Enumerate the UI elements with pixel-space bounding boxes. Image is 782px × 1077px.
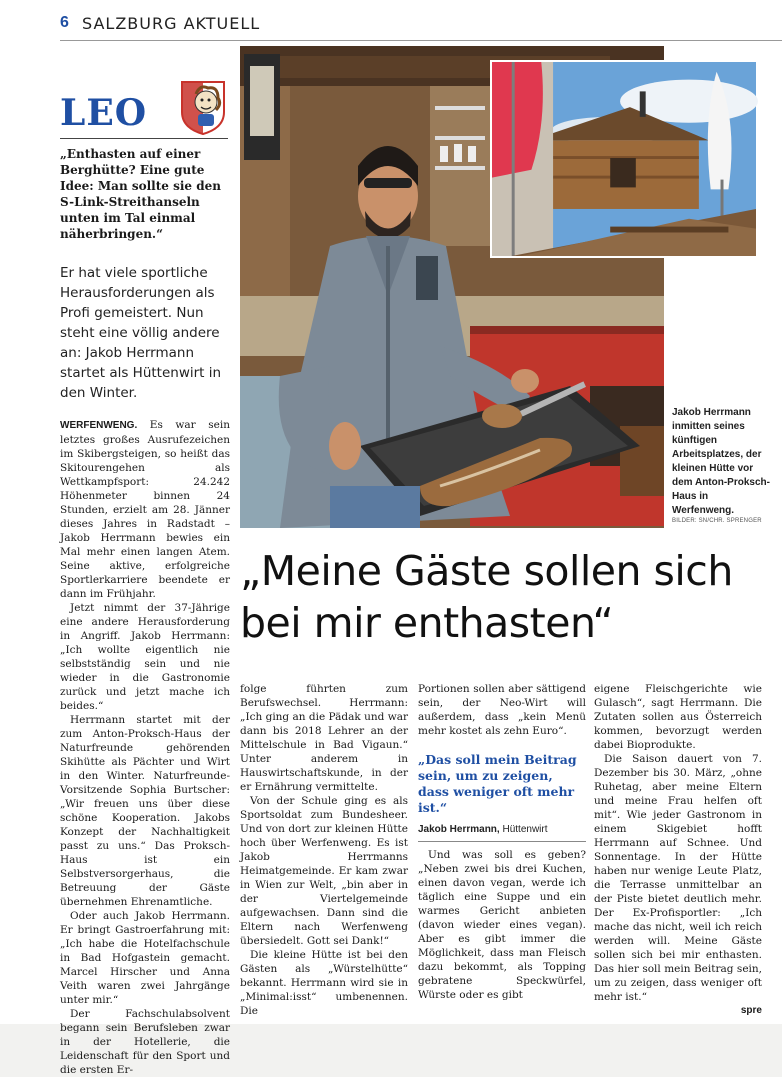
article-paragraph: Die kleine Hütte ist bei den Gästen als „Würstelhütte“ bekannt. Herrmann wird sie in „Minimal:isst“ umbenennen. Die <box>240 949 408 1017</box>
article-headline: „Meine Gäste sollen sich bei mir enthasten“ <box>240 547 733 647</box>
leo-divider <box>60 138 228 139</box>
dateline: WERFENWENG. <box>60 420 138 431</box>
section-title: SALZBURG AKTUELL <box>82 14 261 33</box>
article-paragraph: Jetzt nimmt der 37-Jährige eine andere Herausforderung in Angriff. Jakob Herrmann: „Ich wollte eigentlich nie selbstständig sein und nie wieder in die Gastronomie zurück und jetzt mache ich beides.“ <box>60 602 230 712</box>
article-paragraph: Der Fachschulabsolvent begann sein Berufsleben zwar in der Hotellerie, die Leidenschaft für den Sport und die ersten Er- <box>60 1008 230 1076</box>
pull-quote-text: „Das soll mein Beitrag sein, um zu zeigen, dass weniger oft mehr ist.“ <box>418 752 577 815</box>
header-divider <box>60 40 782 41</box>
article-paragraph: Von der Schule ging es als Sportsoldat zum Bundesheer. Und von dort zur kleinen Hütte hoch über Werfenweng. Es ist Jakob Herrmanns Heimatgemeinde. Er kam zwar in Wien zur Welt, „bin aber in der Viertelgemeinde aufgewachsen. Dann sind die Eltern nach Werfenweng übersiedelt. Gott sei Dank!“ <box>240 795 408 947</box>
paragraph-text: Es war sein letztes großes Ausrufezeichen im Skibergsteigen, so heißt das Skitourengehen als Wettkampfsport: 24.242 Höhenmeter binnen 24 Stunden, erzielt am 28. Jänner dieses Jahres in Radstadt – Jakob Herrmann bewies ein Mal mehr einen langen Atem. Seine aktive, erfolgreiche Sportlerkarriere beendete er dann im Frühjahr. <box>60 419 230 600</box>
article-paragraph: Portionen sollen aber sättigend sein, der Neo-Wirt will außerdem, dass „kein Menü mehr kostet als zehn Euro“. <box>418 683 586 737</box>
page-header <box>60 12 782 38</box>
article-paragraph: Oder auch Jakob Herrmann. Er bringt Gastroerfahrung mit: „Ich habe die Hotelfachschule in Bad Hofgastein gemacht. Marcel Hirscher und Anna Veith waren zwei Jahrgänge unter mir.“ <box>60 910 230 1006</box>
pull-quote <box>418 752 586 842</box>
article-paragraph <box>60 418 230 601</box>
article-column-3 <box>418 682 586 738</box>
page-number: 6 <box>60 14 69 31</box>
pull-quote-divider <box>418 841 586 842</box>
article-paragraph: Und was soll es geben? „Neben zwei bis drei Kuchen, einen davon vegan, werde ich täglich eine Suppe und ein warmes Gericht anbieten (davon wieder eines vegan). Aber es gibt immer die Möglichkeit, dass man Fleisch dazu bekommt, als Topping gebratene Speckwürfel, Würste oder es gibt <box>418 849 586 1001</box>
leo-quote: „Enthasten auf einer Berghütte? Eine gute Idee: Man sollte sie den S-Link-Streithanseln unten im Tal einmal näherbringen.“ <box>60 147 221 241</box>
article-paragraph: eigene Fleischgerichte wie Gulasch“, sagt Herrmann. Die Zutaten sollen aus Österreich kommen, bevorzugt werden dabei Bioprodukte. <box>594 683 762 751</box>
article-column-3-continued <box>418 848 586 1002</box>
pull-quote-role: Hüttenwirt <box>502 824 548 835</box>
inset-photo <box>490 60 758 258</box>
pull-quote-name: Jakob Herrmann, <box>418 824 500 835</box>
author-signature: spre <box>740 1005 762 1016</box>
article-teaser: Er hat viele sportliche Herausforderungen als Profi gemeistert. Nun steht eine völlig andere an: Jakob Herrmann startet als Hüttenwirt in den Winter. <box>60 265 222 401</box>
lion-crest-icon <box>178 78 228 136</box>
article-column-1 <box>60 418 230 1077</box>
article-paragraph: folge führten zum Berufswechsel. Herrmann: „Ich ging an die Pädak und war dann bis 2018 Lehrer an der Mittelschule in Bad Vigaun.“ Unter anderem in Hauswirtschaftskunde, in der er Ernährung vermittelte. <box>240 683 408 793</box>
article-column-2 <box>240 682 408 1018</box>
leo-column-title: LEO <box>60 92 148 134</box>
article-column-4 <box>594 682 762 1018</box>
pull-quote-author <box>418 824 586 835</box>
article-paragraph: Herrmann startet mit der zum Anton-Proksch-Haus der Naturfreunde gehörenden Skihütte als Pächter und Wirt in den Winter. Naturfreunde-Vorsitzende Sophia Burtscher: „Wir freuen uns über diese schöne Kooperation. Jakobs Konzept der Nachhaltigkeit passt zu uns.“ Das Proksch-Haus ist ein Selbstversorgerhaus, die Betreuung der Gäste übernehmen Ehrenamtliche. <box>60 714 230 908</box>
photo-caption: Jakob Herrmann inmitten seines künftigen Arbeitsplatzes, der kleinen Hütte vor dem Anton-Proksch-Haus in Werfenweng. <box>672 407 770 516</box>
article-paragraph: Die Saison dauert von 7. Dezember bis 30. März, „ohne Ruhetag, aber meine Eltern und meine Frau helfen oft mit“. Wie jeder Gastronom in einem Skigebiet hofft Herrmann auf Schnee. Und Sonnentage. In der Hütte haben nur wenige Leute Platz, die Terrasse unmittelbar an der Piste bietet deutlich mehr. Der Ex-Profisportler: „Ich mache das nicht, weil ich reich werden will. Meine Gäste sollen sich bei mir enthasten. Das hier soll mein Beitrag sein, um zu zeigen, dass weniger oft mehr ist.“ <box>594 753 762 1003</box>
photo-credit: BILDER: SN/CHR. SPRENGER <box>672 518 762 524</box>
